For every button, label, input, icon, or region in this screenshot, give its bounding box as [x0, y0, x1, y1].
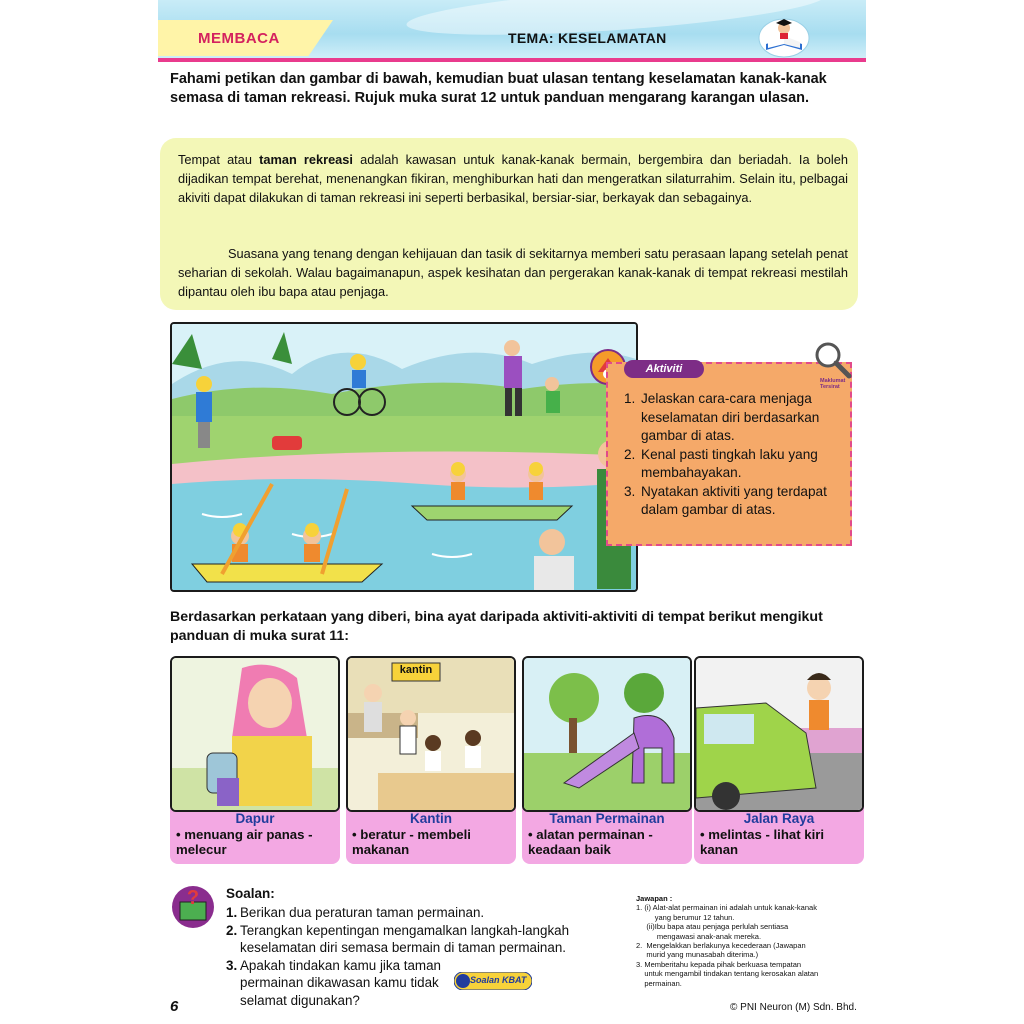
question-book-icon	[170, 884, 216, 930]
theme-title: TEMA: KESELAMATAN	[508, 30, 667, 46]
answer-line: 3. Memberitahu kepada pihak berkuasa tempatan	[636, 959, 802, 969]
card-description: • alatan permainan - keadaan baik	[528, 827, 653, 857]
answer-line: murid yang munasabah diterima.)	[636, 950, 759, 960]
answer-line: 1. (i) Alat-alat permainan ini adalah untuk kanak-kanak	[636, 903, 817, 913]
card-place: Jalan Raya	[743, 811, 815, 826]
card-place: Taman Permainan	[549, 811, 665, 826]
passage-paragraph-1: Tempat atau taman rekreasi adalah kawasan untuk kanak-kanak bermain, bergembira dan beriadah. Ia boleh dijadikan tempat berehat, menenangkan fikiran, menghiburkan hati dan mengeratkan silaturrahim. Selain itu, pelbagai akiviti dapat dilakukan di taman rekreasi ini seperti berbasikal, bersiar-siar, berkayak dan sebagainya.	[178, 152, 848, 206]
questions-title: Soalan:	[226, 886, 275, 901]
card-description: • beratur - membeli makanan	[352, 827, 471, 857]
canteen-illustration	[346, 656, 516, 812]
card-place: Dapur	[235, 811, 275, 826]
passage-paragraph-2: Suasana yang tenang dengan kehijauan dan tasik di sekitarnya memberi satu perasaan lapang setelah penat seharian di sekolah. Walau bagaimanapun, aspek kesihatan dan pergerakan kanak-kanak di tempat rekreasi mestilah dipantau oleh ibu bapa atau penjaga.	[178, 246, 848, 300]
instructions: Fahami petikan dan gambar di bawah, kemudian buat ulasan tentang keselamatan kanak-kanak semasa di taman rekreasi. Rujuk muka surat 12 untuk panduan mengarang karangan ulasan.	[170, 71, 827, 106]
activity-item: 1. Jelaskan cara-cara menjaga keselamatan diri berdasarkan gambar di atas.	[624, 391, 820, 443]
hidden-info-badge: Maklumat Tersirat	[820, 378, 846, 390]
answer-line: 2. Mengelakkan berlakunya kecederaan (Jawapan	[636, 941, 806, 951]
copyright: © PNI Neuron (M) Sdn. Bhd.	[730, 1002, 857, 1013]
road-illustration	[694, 656, 864, 812]
page-header	[158, 0, 866, 62]
answers-title: Jawapan :	[636, 894, 673, 903]
question-item: 3. Apakah tindakan kamu jika taman permainan dikawasan kamu tidak selamat digunakan?	[226, 957, 441, 1008]
card-jalan-raya	[694, 656, 864, 864]
kantin-sign: kantin	[399, 664, 433, 676]
card-taman-permainan	[522, 656, 692, 864]
playground-illustration	[522, 656, 692, 812]
card-dapur	[170, 656, 340, 864]
answer-line: untuk mengambil tindakan tentang kerosakan alatan	[636, 969, 819, 979]
answer-line: yang berumur 12 tahun.	[636, 912, 735, 922]
questions-list	[226, 904, 606, 1009]
answer-key	[636, 894, 864, 988]
svg-text:?: ?	[186, 887, 200, 909]
kbat-label: Soalan KBAT	[470, 975, 527, 985]
activity-label: Aktiviti	[624, 360, 704, 378]
activity-box	[606, 362, 852, 546]
page-number: 6	[170, 998, 179, 1015]
card-description: • melintas - lihat kiri kanan	[700, 827, 825, 857]
card-place: Kantin	[410, 811, 452, 826]
answer-line: (ii)Ibu bapa atau penjaga perlulah sentiasa	[636, 922, 789, 932]
card-description: • menuang air panas - melecur	[176, 827, 313, 857]
card-kantin	[346, 656, 516, 864]
recreation-park-illustration	[170, 322, 638, 592]
answer-line: permainan.	[636, 978, 682, 988]
kitchen-illustration	[170, 656, 340, 812]
magnifier-icon	[813, 340, 853, 380]
question-item: 1. Berikan dua peraturan taman permainan.	[226, 905, 485, 920]
activity-item: 3. Nyatakan aktiviti yang terdapat dalam gambar di atas.	[624, 483, 827, 517]
workbook-page	[158, 0, 866, 1024]
reading-book-icon	[758, 14, 810, 58]
sentence-prompt: Berdasarkan perkataan yang diberi, bina ayat daripada aktiviti-aktiviti di tempat berikut mengikut panduan di muka surat 11:	[170, 609, 823, 644]
question-item: 2. Terangkan kepentingan mengamalkan langkah-langkah keselamatan diri semasa bermain di taman permainan.	[226, 922, 570, 955]
section-title: MEMBACA	[198, 30, 280, 47]
activity-list	[624, 390, 846, 520]
activity-item: 2. Kenal pasti tingkah laku yang membahayakan.	[624, 446, 818, 480]
answer-line: mengawasi anak-anak mereka.	[636, 931, 762, 941]
reading-passage	[160, 138, 858, 310]
